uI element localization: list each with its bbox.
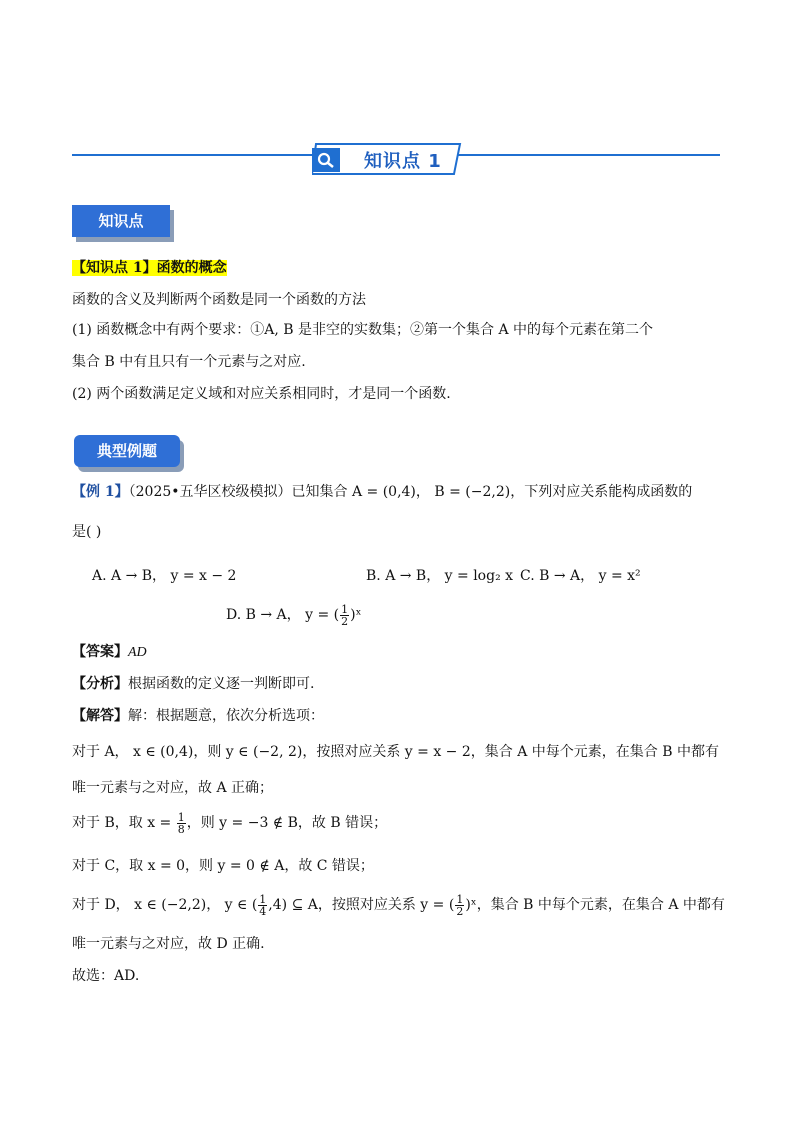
fraction [455,894,464,917]
answer-value: AD [128,645,147,660]
knowledge-p2: (2) 两个函数满足定义域和对应关系相同时，才是同一个函数. [72,386,451,402]
fraction [177,812,186,835]
knowledge-p1-line2: 集合 B 中有且只有一个元素与之对应. [72,354,306,370]
option-a: A. A → B， y = x − 2 [92,568,237,584]
fraction-den: 2 [341,614,349,628]
example-stem-a: 已知集合 A = (0,4)， [291,484,430,500]
example-stem-b: B = (−2,2)，下列对应关系能构成函数的 [434,484,693,500]
examples-tag: 典型例题 [74,435,180,467]
knowledge-heading [72,258,227,278]
example-stem-line2: 是( ) [72,524,102,540]
option-d-suffix: )ˣ [350,607,362,623]
analysis-line [72,674,314,694]
option-b: B. A → B， y = log₂ x [366,568,514,584]
fraction [258,894,267,917]
solution-b-prefix: 对于 B，取 x = [72,815,176,831]
solution-a-line1: 对于 A， x ∈ (0,4)，则 y ∈ (−2, 2)，按照对应关系 y = x − 2，集合 A 中每个元素，在集合 B 中都有 [72,744,719,760]
fraction [340,604,349,627]
fraction-num: 1 [177,810,185,824]
answer-line [72,642,147,663]
knowledge-p1-line1: (1) 函数概念中有两个要求：①A, B 是非空的实数集；②第一个集合 A 中的每个元素在第二个 [72,322,654,338]
example-source: （2025•五华区校级模拟） [128,484,292,500]
solution-intro: 解：根据题意，依次分析选项： [128,708,324,724]
solution-d-line2: 唯一元素与之对应，故 D 正确. [72,936,265,952]
fraction-den: 4 [259,904,267,918]
example-label: 【例 1】 [72,484,129,500]
header-title: 知识点 1 [364,151,442,172]
solution-c: 对于 C，取 x = 0，则 y = 0 ∉ A，故 C 错误； [72,858,374,874]
option-c: C. B → A， y = x² [520,568,641,584]
option-d [226,602,362,628]
solution-d-line1 [72,892,725,918]
answer-label: 【答案】 [72,644,128,660]
solution-label: 【解答】 [72,708,128,724]
fraction-den: 8 [177,822,185,836]
header-rule-left [72,154,318,156]
knowledge-tag: 知识点 [72,205,170,237]
header-rule-right [458,154,720,156]
solution-b [72,810,387,836]
analysis-text: 根据函数的定义逐一判断即可. [128,676,315,692]
solution-a-line2: 唯一元素与之对应，故 A 正确； [72,780,274,796]
conclusion: 故选：AD. [72,968,140,984]
solution-d-prefix: 对于 D， x ∈ (−2,2)， y ∈ ( [72,897,258,913]
search-icon [316,151,336,169]
fraction-num: 1 [259,892,267,906]
option-d-prefix: D. B → A， y = ( [226,607,340,623]
solution-b-suffix: ，则 y = −3 ∉ B，故 B 错误； [186,815,388,831]
knowledge-heading-text: 【知识点 1】函数的概念 [72,260,227,276]
fraction-den: 2 [456,904,464,918]
solution-d-mid: ,4) ⊆ A，按照对应关系 y = ( [268,897,455,913]
knowledge-subtitle: 函数的含义及判断两个函数是同一个函数的方法 [72,292,366,308]
fraction-num: 1 [341,602,349,616]
solution-d-suffix: )ˣ，集合 B 中每个元素，在集合 A 中都有 [465,897,725,913]
solution-line [72,706,324,726]
fraction-num: 1 [456,892,464,906]
analysis-label: 【分析】 [72,676,128,692]
example-stem-line1 [72,482,692,502]
